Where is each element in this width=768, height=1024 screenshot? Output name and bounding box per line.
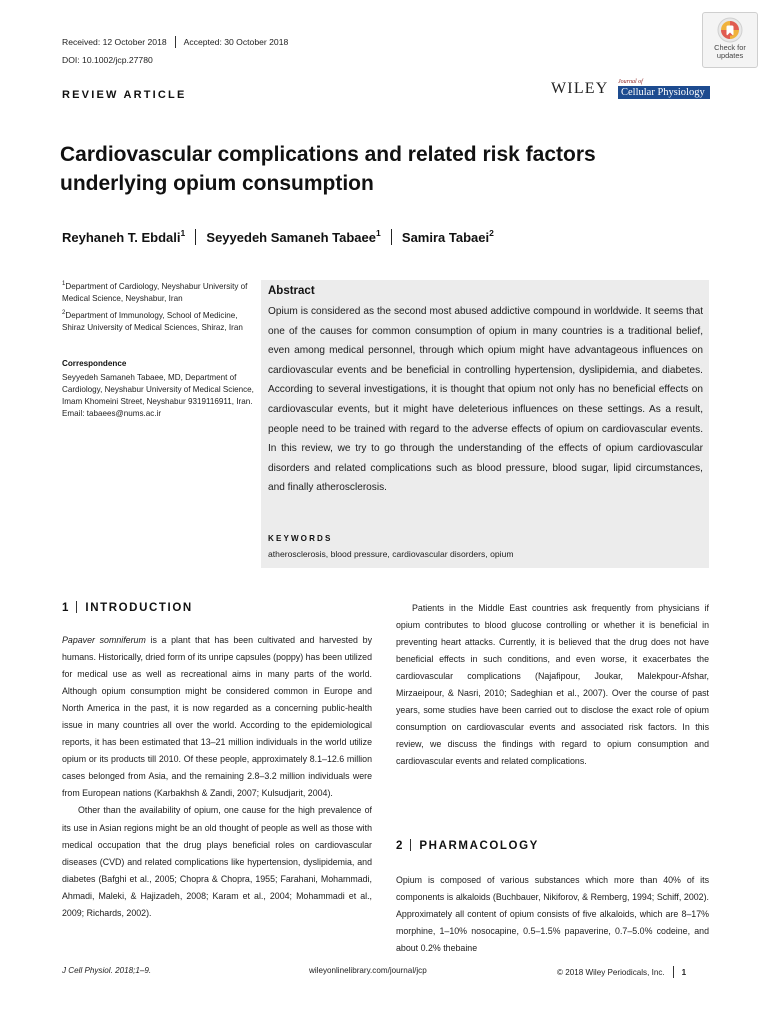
footer-copyright-page	[557, 966, 686, 978]
journal-logo	[618, 79, 710, 100]
author-list	[62, 228, 494, 245]
journal-logo-bar	[618, 86, 710, 99]
correspondence-label: Correspondence	[62, 359, 127, 368]
keywords-list: atherosclerosis, blood pressure, cardiovascular disorders, opium	[268, 549, 514, 559]
publisher-logo: WILEY	[551, 80, 609, 97]
doi[interactable]: DOI: 10.1002/jcp.27780	[62, 55, 153, 65]
accepted-date: Accepted: 30 October 2018	[183, 37, 289, 47]
left-column-text	[62, 632, 372, 922]
journal-name: Cellular Physiology	[621, 87, 705, 98]
check-for-updates-label: Check for updates	[714, 43, 746, 60]
check-for-updates-icon	[717, 17, 743, 43]
section-heading-pharmacology: 2 PHARMACOLOGY	[396, 840, 539, 852]
article-type: REVIEW ARTICLE	[62, 89, 187, 101]
correspondence-email[interactable]: Email: tabaees@nums.ac.ir	[62, 409, 162, 418]
paragraph: Patients in the Middle East countries ask frequently from physicians if opium contributes to blood glucose controlling or whether it is beneficial in preventing heart attacks. Currently, it is believed that the drug does not have beneficial effects in such conditions, and even worse, it exacerbates the cardiovascular complications (Najafipour, Joukar, Malekpour-Afshar, Mirzaeipour, & Nasri, 2010; Sadeghian et al., 2007). Over the course of past years, some studies have been carried out to disclose the exact role of opium consumption on cardiovascular events and associated risk factors. In this review, we discuss the findings with regard to opium consumption and cardiovascular events and related complications.	[396, 603, 709, 767]
keywords-heading: KEYWORDS	[268, 534, 333, 543]
paragraph: Opium is composed of various substances which more than 40% of its components is alkaloids (Buchbauer, Nikiforov, & Remberg, 1994; Schiff, 2002). Approximately all content of opium consists of five alkaloids, which are 8–17% morphine, 1–10% nosocapine, 0.5–1.5% papaverine, 0.7–5.0% codeine, and about 0.2% thebaine	[396, 875, 709, 954]
author-name[interactable]: Samira Tabaei$^2$	[401, 228, 494, 245]
article-dates	[62, 36, 288, 48]
footer-journal-ref: J Cell Physiol. 2018;1–9.	[62, 966, 152, 975]
footer-copyright: © 2018 Wiley Periodicals, Inc.	[557, 968, 665, 977]
paragraph: Other than the availability of opium, one cause for the high prevalence of its use in Asian regions might be an old thought of people as well as those with medical occupation that the drug plays beneficial roles on cardiovascular diseases (CVD) and related complications like hypertension, dyslipidemia, and diabetes (Bafghi et al., 2005; Chopra & Chopra, 1955; Farahani, Mohammadi, Ahmadi, Maleki, & Hajizadeh, 2008; Karam et al., 2004; Mohammadi et al., 2009; Richards, 2002).	[62, 805, 372, 918]
correspondence-details: Seyyedeh Samaneh Tabaee, MD, Department of Cardiology, Neyshabur University of Medical Science, Imam Khomeini Street, Neyshabur 9319116911, Iran. Email: tabaees@nums.ac.ir	[62, 373, 254, 418]
paragraph: Papaver somniferum is a plant that has been cultivated and harvested by humans. Historically, dried form of its unripe capsules (poppy) has been utilized for medical use as well as recreational aims in many parts of the world. Although opium consumption might be considered common in Europe and North America in the past, it is now regarded as a concerning public-health issue in many countries all over the world. According to the epidemiological reports, it has been estimated that 13–21 million individuals in the world utilize opium or its products till 2010. Of these people, approximately 8.1–12.6 million cases belonged from Asia, and the remaining 2.8–3.2 million individuals were from European nations (Karbakhsh & Zandi, 2007; Kulsudjarit, 2004).	[62, 635, 373, 799]
abstract-text: Opium is considered as the second most abused addictive compound in worldwide. It seems that one of the causes for common consumption of opium in many countries is a traditional belief, even among medical personnel, through which opium might have advantageous influences on cardiovascular events and be beneficial in controlling hypertension, dyslipidemia, and diabetes. According to several investigations, it is thought that opium not only has no beneficial effects on cardiovascular events, but it might have deleterious influences on these settings. As a result, people need to be trained with regard to the adverse effects of opium on cardiovascular events. In this review, we try to go through the understanding of the effects of opium cardiovascular disorders and related complications such as blood pressure, blood sugar, lipid circumstances, and finally atherosclerosis.	[268, 306, 703, 494]
author-name[interactable]: Reyhaneh T. Ebdali$^1$	[62, 228, 186, 245]
affiliation: $^1$Department of Cardiology, Neyshabur University of Medical Science, Neyshabur, Iran	[62, 281, 248, 303]
author-name[interactable]: Seyyedeh Samaneh Tabaee$^1$	[206, 228, 381, 245]
right-column-text	[396, 600, 709, 770]
abstract-heading: Abstract	[268, 285, 315, 297]
footer-url[interactable]: wileyonlinelibrary.com/journal/jcp	[309, 966, 427, 975]
divider	[391, 229, 392, 245]
page-number: 1	[681, 968, 687, 977]
pharmacology-text	[396, 872, 709, 957]
divider	[195, 229, 196, 245]
section-heading-introduction: 1 INTRODUCTION	[62, 602, 193, 614]
received-date: Received: 12 October 2018	[62, 37, 167, 47]
check-for-updates-button[interactable]	[702, 12, 758, 68]
affiliation: $^2$Department of Immunology, School of Medicine, Shiraz University of Medical Sciences, Shiraz, Iran	[62, 310, 243, 332]
divider	[175, 36, 176, 48]
article-title: Cardiovascular complications and related risk factors underlying opium consumption	[60, 143, 596, 195]
journal-logo-small-text: Journal of	[618, 79, 643, 85]
